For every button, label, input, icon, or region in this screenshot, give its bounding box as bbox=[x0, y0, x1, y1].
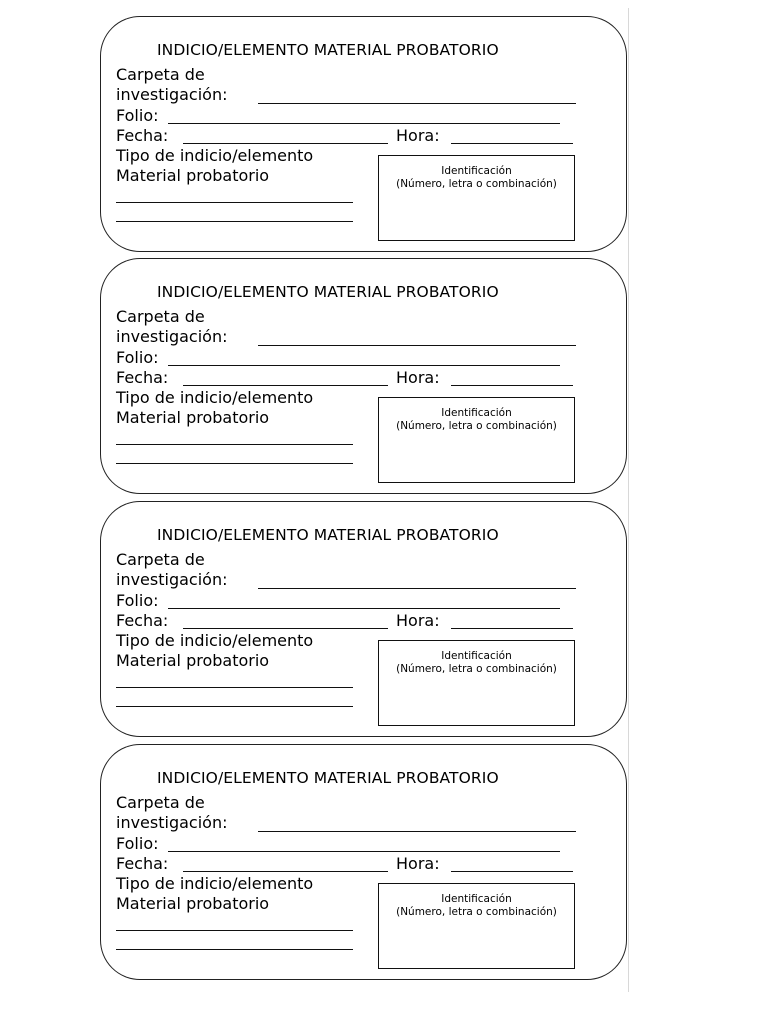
investigacion-field[interactable] bbox=[258, 345, 576, 346]
investigacion-label: investigación: bbox=[116, 85, 228, 104]
investigacion-field[interactable] bbox=[258, 831, 576, 832]
identificacion-hint: (Número, letra o combinación) bbox=[396, 906, 557, 918]
card-title: INDICIO/ELEMENTO MATERIAL PROBATORIO bbox=[157, 283, 499, 301]
hora-label: Hora: bbox=[396, 611, 440, 630]
hora-label: Hora: bbox=[396, 368, 440, 387]
card-title: INDICIO/ELEMENTO MATERIAL PROBATORIO bbox=[157, 769, 499, 787]
evidence-label-card-2 bbox=[100, 258, 627, 494]
identificacion-title: Identificación bbox=[441, 650, 512, 662]
evidence-label-card-1 bbox=[100, 16, 627, 252]
fecha-label: Fecha: bbox=[116, 126, 169, 145]
investigacion-label: investigación: bbox=[116, 570, 228, 589]
hora-field[interactable] bbox=[451, 871, 573, 872]
identificacion-box[interactable] bbox=[378, 640, 575, 726]
tipo-label: Tipo de indicio/elemento bbox=[116, 388, 314, 407]
investigacion-field[interactable] bbox=[258, 103, 576, 104]
carpeta-label: Carpeta de bbox=[116, 65, 205, 84]
material-field-line-2[interactable] bbox=[116, 949, 353, 950]
fecha-field[interactable] bbox=[183, 143, 388, 144]
material-field-line-2[interactable] bbox=[116, 221, 353, 222]
identificacion-hint: (Número, letra o combinación) bbox=[396, 178, 557, 190]
identificacion-title: Identificación bbox=[441, 165, 512, 177]
material-field-line-2[interactable] bbox=[116, 463, 353, 464]
material-label: Material probatorio bbox=[116, 894, 270, 913]
identificacion-hint: (Número, letra o combinación) bbox=[396, 663, 557, 675]
identificacion-hint: (Número, letra o combinación) bbox=[396, 420, 557, 432]
tipo-label: Tipo de indicio/elemento bbox=[116, 146, 314, 165]
fecha-label: Fecha: bbox=[116, 611, 169, 630]
folio-field[interactable] bbox=[168, 851, 560, 852]
hora-field[interactable] bbox=[451, 628, 573, 629]
folio-label: Folio: bbox=[116, 106, 159, 125]
folio-field[interactable] bbox=[168, 123, 560, 124]
identificacion-box[interactable] bbox=[378, 155, 575, 241]
folio-label: Folio: bbox=[116, 591, 159, 610]
card-title: INDICIO/ELEMENTO MATERIAL PROBATORIO bbox=[157, 41, 499, 59]
page-edge-line bbox=[628, 8, 629, 992]
material-field-line-1[interactable] bbox=[116, 930, 353, 931]
material-label: Material probatorio bbox=[116, 651, 270, 670]
hora-field[interactable] bbox=[451, 143, 573, 144]
hora-field[interactable] bbox=[451, 385, 573, 386]
material-label: Material probatorio bbox=[116, 166, 270, 185]
hora-label: Hora: bbox=[396, 126, 440, 145]
hora-label: Hora: bbox=[396, 854, 440, 873]
identificacion-box[interactable] bbox=[378, 397, 575, 483]
investigacion-label: investigación: bbox=[116, 327, 228, 346]
folio-label: Folio: bbox=[116, 348, 159, 367]
carpeta-label: Carpeta de bbox=[116, 307, 205, 326]
material-field-line-1[interactable] bbox=[116, 444, 353, 445]
folio-label: Folio: bbox=[116, 834, 159, 853]
fecha-field[interactable] bbox=[183, 871, 388, 872]
fecha-field[interactable] bbox=[183, 628, 388, 629]
card-title: INDICIO/ELEMENTO MATERIAL PROBATORIO bbox=[157, 526, 499, 544]
identificacion-title: Identificación bbox=[441, 407, 512, 419]
carpeta-label: Carpeta de bbox=[116, 550, 205, 569]
material-field-line-1[interactable] bbox=[116, 687, 353, 688]
material-label: Material probatorio bbox=[116, 408, 270, 427]
tipo-label: Tipo de indicio/elemento bbox=[116, 874, 314, 893]
tipo-label: Tipo de indicio/elemento bbox=[116, 631, 314, 650]
evidence-label-card-4 bbox=[100, 744, 627, 980]
identificacion-box[interactable] bbox=[378, 883, 575, 969]
material-field-line-2[interactable] bbox=[116, 706, 353, 707]
carpeta-label: Carpeta de bbox=[116, 793, 205, 812]
folio-field[interactable] bbox=[168, 608, 560, 609]
evidence-label-card-3 bbox=[100, 501, 627, 737]
material-field-line-1[interactable] bbox=[116, 202, 353, 203]
fecha-label: Fecha: bbox=[116, 368, 169, 387]
investigacion-label: investigación: bbox=[116, 813, 228, 832]
fecha-field[interactable] bbox=[183, 385, 388, 386]
folio-field[interactable] bbox=[168, 365, 560, 366]
fecha-label: Fecha: bbox=[116, 854, 169, 873]
identificacion-title: Identificación bbox=[441, 893, 512, 905]
investigacion-field[interactable] bbox=[258, 588, 576, 589]
